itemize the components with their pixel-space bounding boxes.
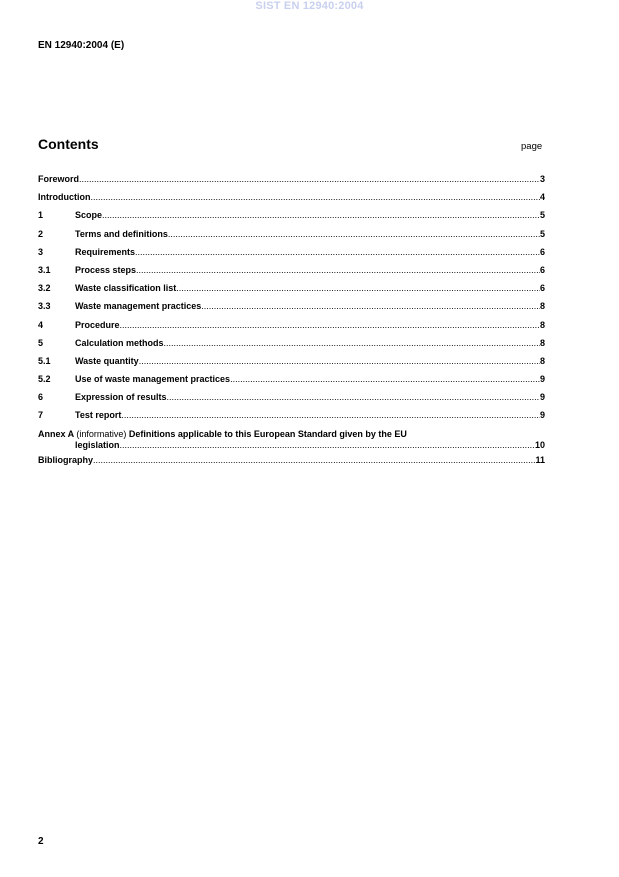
toc-entry-waste-quantity[interactable] [38,356,545,374]
toc-entry-use-of-practices[interactable] [38,374,545,392]
dot-leader [139,356,540,366]
toc-entry-page: 8 [539,337,545,348]
toc-entry-title: Use of waste management practices [75,374,231,385]
toc-entry-title: Waste classification list [75,283,177,294]
annex-label: Annex A [38,428,74,439]
toc-entry-number: 5 [38,337,44,348]
toc-entry-title: Procedure [75,319,120,330]
toc-entry-page: 5 [539,228,545,239]
toc-entry-annex-a[interactable] [38,429,545,452]
toc-entry-title: Bibliography [38,454,94,465]
toc-entry-introduction[interactable] [38,192,545,210]
toc-entry-number: 3.3 [38,301,51,312]
toc-entry-scope[interactable] [38,210,545,228]
annex-title: Definitions applicable to this European Standard given by the EU [128,428,407,439]
toc-entry-test-report[interactable] [38,410,545,428]
toc-entry-page: 9 [539,392,545,403]
toc-entry-number: 1 [38,210,44,221]
dot-leader [168,229,540,239]
dot-leader [120,320,540,330]
toc-entry-number: 5.2 [38,374,51,385]
toc-entry-number: 4 [38,319,44,330]
toc-entry-page: 5 [539,210,545,221]
toc-entry-terms[interactable] [38,229,545,247]
dot-leader [135,247,540,257]
annex-type: (informative) [76,428,127,439]
toc-entry-page: 6 [539,283,545,294]
dot-leader [176,283,540,293]
toc-entry-page: 11 [535,454,545,465]
toc-entry-waste-classification[interactable] [38,283,545,301]
contents-title: Contents [38,136,99,152]
annex-title-line [38,429,545,440]
page-column-label: page [521,141,543,152]
toc-entry-page: 6 [539,264,545,275]
page-number: 2 [38,836,44,847]
toc-entry-title: Scope [75,210,103,221]
toc-entry-calculation-methods[interactable] [38,338,545,356]
toc-entry-page: 4 [539,192,545,203]
dot-leader [230,374,540,384]
toc-entry-page: 8 [539,319,545,330]
toc-entry-number: 6 [38,392,44,403]
dot-leader [167,392,540,402]
toc-entry-title: Test report [75,410,122,421]
toc-entry-title: Expression of results [75,392,167,403]
toc-entry-number: 2 [38,228,44,239]
dot-leader [120,440,535,450]
toc-entry-expression-of-results[interactable] [38,392,545,410]
toc-entry-requirements[interactable] [38,247,545,265]
dot-leader [93,455,535,465]
toc-entry-number: 3.1 [38,264,51,275]
toc-entry-number: 3.2 [38,283,51,294]
toc-entry-foreword[interactable] [38,174,545,192]
toc-entry-title: Process steps [75,264,137,275]
dot-leader [79,174,540,184]
watermark: SIST EN 12940:2004 [255,0,364,12]
toc-entry-page: 6 [539,246,545,257]
toc-entry-page: 3 [539,174,545,184]
toc-entry-page: 10 [534,439,545,450]
dot-leader [201,301,540,311]
toc-entry-title: Foreword [38,174,80,184]
table-of-contents [38,174,545,473]
toc-entry-title: Terms and definitions [75,228,168,239]
dot-leader [102,210,540,220]
dot-leader [91,192,540,202]
toc-entry-procedure[interactable] [38,320,545,338]
toc-entry-title: Waste management practices [75,301,202,312]
toc-entry-title: Requirements [75,246,136,257]
dot-leader [164,338,540,348]
toc-entry-number: 7 [38,410,44,421]
toc-entry-page: 8 [539,301,545,312]
toc-entry-page: 9 [539,410,545,421]
toc-entry-page: 8 [539,355,545,366]
annex-title-line2: legislation [75,439,120,450]
toc-entry-title: Waste quantity [75,355,139,366]
document-id: EN 12940:2004 (E) [38,40,125,51]
toc-entry-title: Introduction [38,192,91,203]
toc-entry-bibliography[interactable] [38,455,545,473]
toc-entry-page: 9 [539,374,545,385]
annex-title-continuation [38,440,545,452]
toc-entry-number: 3 [38,246,44,257]
dot-leader [136,265,540,275]
toc-entry-waste-management[interactable] [38,301,545,319]
dot-leader [121,410,540,420]
toc-entry-process-steps[interactable] [38,265,545,283]
toc-entry-title: Calculation methods [75,337,164,348]
toc-entry-number: 5.1 [38,355,51,366]
